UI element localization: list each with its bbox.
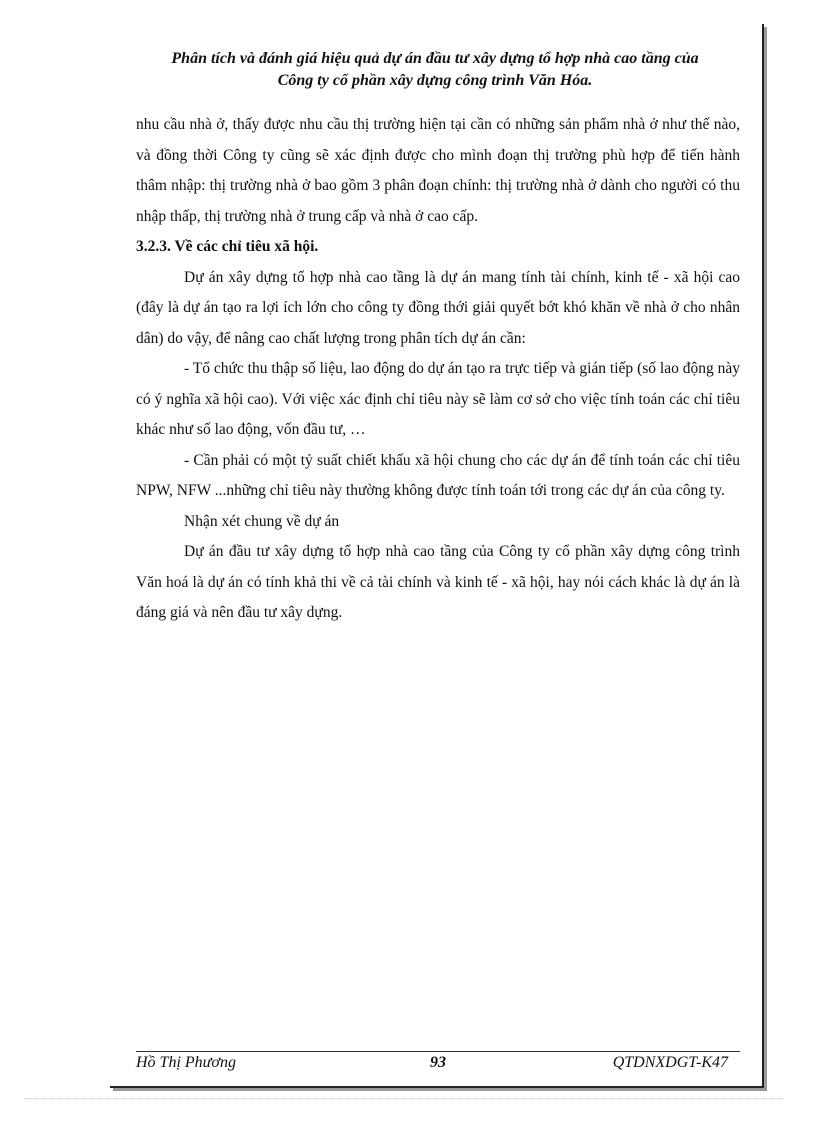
header-line-1: Phân tích và đánh giá hiệu quả dự án đầu tư xây dựng tổ hợp nhà cao tầng của: [171, 50, 699, 67]
page-bottom-dotted-line: [24, 1098, 784, 1099]
document-footer: [136, 1054, 740, 1078]
bullet-paragraph-2: - Cần phải có một tỷ suất chiết khấu xã hội chung cho các dự án để tính toán các chỉ tiêu NPW, NFW ...những chỉ tiêu này thường không được tính toán tới trong các dự án của công ty.: [136, 451, 740, 499]
header-line-2: Công ty cổ phần xây dựng công trình Văn Hóa.: [277, 72, 593, 89]
footer-author: Hồ Thị Phương: [136, 1054, 236, 1071]
section-heading: 3.2.3. Về các chỉ tiêu xã hội.: [136, 238, 319, 255]
page-number: 93: [430, 1054, 446, 1071]
paragraph-continuation: nhu cầu nhà ở, thấy được nhu cầu thị trường hiện tại cần có những sản phẩm nhà ở như thế nào, và đồng thời Công ty cũng sẽ xác định được cho mình đoạn thị trường phù hợp để tiến hành thâm nhập: thị trường nhà ở bao gồm 3 phân đoạn chính: thị trường nhà ở dành cho người có thu nhập thấp, thị trường nhà ở trung cấp và nhà ở cao cấp.: [136, 116, 740, 225]
document-header: [120, 48, 750, 92]
footer-class-code: QTDNXDGT-K47: [612, 1054, 728, 1071]
document-body: [136, 110, 740, 629]
bullet-paragraph-1: - Tổ chức thu thập số liệu, lao động do dự án tạo ra trực tiếp và gián tiếp (số lao động này có ý nghĩa xã hội cao). Với việc xác định chỉ tiêu này sẽ làm cơ sở cho việc tính toán các chỉ tiêu khác như số lao động, vốn đầu tư, …: [136, 360, 740, 438]
subheading-general-remarks: Nhận xét chung về dự án: [184, 512, 340, 530]
paragraph-intro: Dự án xây dựng tổ hợp nhà cao tầng là dự án mang tính tài chính, kinh tế - xã hội cao (đây là dự án tạo ra lợi ích lớn cho công ty đồng thới giải quyết bớt khó khăn về nhà ở cho nhân dân) do vậy, để nâng cao chất lượng trong phân tích dự án cần:: [136, 268, 740, 347]
paragraph-conclusion: Dự án đầu tư xây dựng tổ hợp nhà cao tầng của Công ty cổ phần xây dựng công trình Văn hoá là dự án có tính khả thi về cả tài chính và kinh tế - xã hội, hay nói cách khác là dự án là đáng giá và nên đầu tư xây dựng.: [136, 543, 740, 621]
footer-divider: [136, 1051, 740, 1052]
